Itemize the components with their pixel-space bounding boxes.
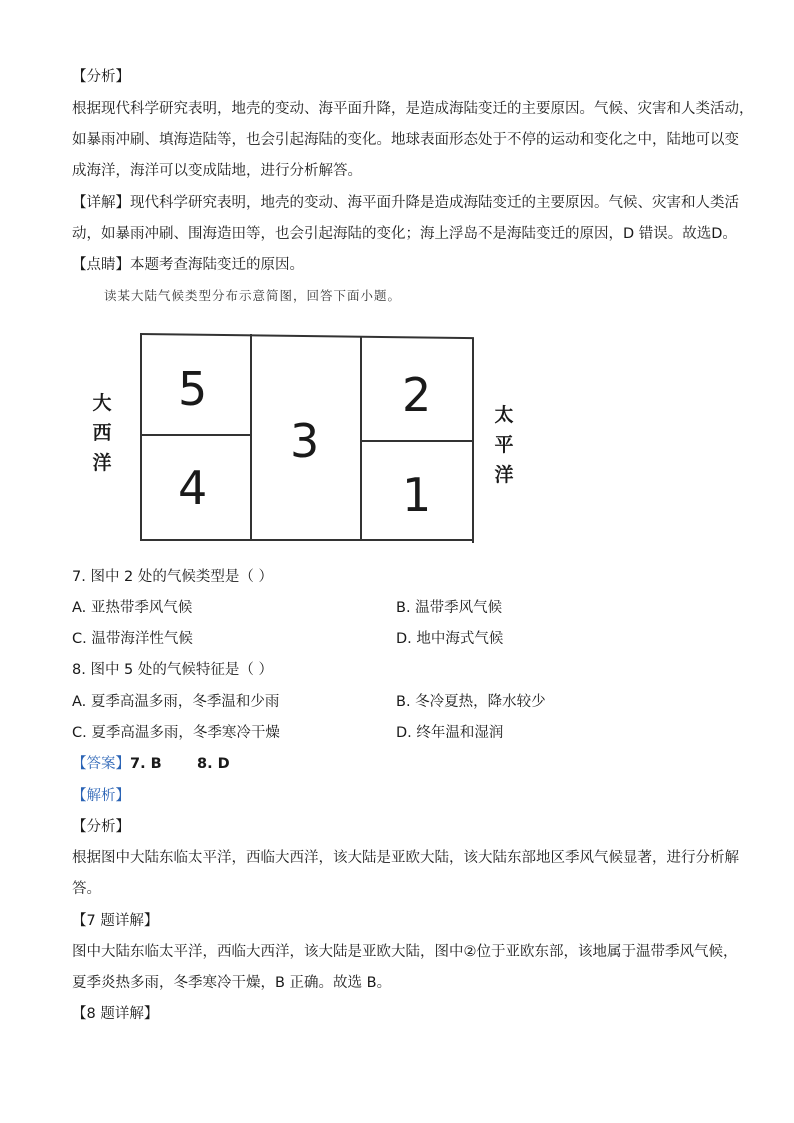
choice-7c: C. 温带海洋性气候 bbox=[72, 631, 193, 647]
answer-text: 7. B 8. D bbox=[130, 756, 230, 772]
section-label-jiexi: 【解析】 bbox=[72, 788, 130, 804]
diagram-divider bbox=[360, 440, 474, 442]
section-label-analysis: 【分析】 bbox=[72, 69, 130, 85]
question-stem-8: 8. 图中 5 处的气候特征是（ ） bbox=[72, 662, 273, 678]
choice-7a: A. 亚热带季风气候 bbox=[72, 600, 193, 616]
choice-7d: D. 地中海式气候 bbox=[396, 631, 504, 647]
choice-8c: C. 夏季高温多雨，冬季寒冷干燥 bbox=[72, 725, 280, 741]
paragraph-line: 夏季炎热多雨，冬季寒冷干燥，B 正确。故选 B。 bbox=[72, 975, 392, 991]
paragraph-line: 答。 bbox=[72, 881, 101, 897]
ocean-label-atlantic bbox=[90, 388, 114, 478]
paragraph-line: 【详解】现代科学研究表明，地壳的变动、海平面升降是造成海陆变迁的主要原因。气候、灾害和人类活 bbox=[72, 195, 739, 211]
section-label-analysis-2: 【分析】 bbox=[72, 819, 130, 835]
diagram-border bbox=[140, 539, 474, 541]
paragraph-line: 如暴雨冲刷、填海造陆等，也会引起海陆的变化。地球表面形态处于不停的运动和变化之中，陆地可以变 bbox=[72, 132, 739, 148]
cell-label-5: 5 bbox=[178, 362, 208, 416]
paragraph-line: 【点睛】本题考查海陆变迁的原因。 bbox=[72, 257, 304, 273]
section-label-q8-detail: 【8 题详解】 bbox=[72, 1006, 159, 1022]
diagram-divider bbox=[250, 334, 252, 540]
question-stem-7: 7. 图中 2 处的气候类型是（ ） bbox=[72, 569, 273, 585]
climate-distribution-diagram bbox=[86, 330, 536, 550]
ocean-char: 太 bbox=[494, 404, 514, 426]
paragraph-line: 成海洋，海洋可以变成陆地，进行分析解答。 bbox=[72, 163, 362, 179]
choice-8a: A. 夏季高温多雨，冬季温和少雨 bbox=[72, 694, 280, 710]
ocean-char: 平 bbox=[494, 434, 514, 456]
ocean-char: 西 bbox=[92, 422, 112, 444]
cell-label-1: 1 bbox=[402, 468, 432, 522]
diagram-divider bbox=[360, 336, 362, 540]
paragraph-line: 根据图中大陆东临太平洋，西临大西洋，该大陆是亚欧大陆，该大陆东部地区季风气候显著，进行分析解 bbox=[72, 850, 739, 866]
choice-8d: D. 终年温和湿润 bbox=[396, 725, 504, 741]
answer-row bbox=[72, 754, 230, 774]
answer-label: 【答案】 bbox=[72, 756, 130, 772]
ocean-char: 大 bbox=[92, 392, 112, 414]
diagram-border bbox=[140, 333, 474, 339]
ocean-char: 洋 bbox=[494, 464, 514, 486]
question-intro: 读某大陆气候类型分布示意简图，回答下面小题。 bbox=[104, 288, 402, 303]
ocean-label-pacific bbox=[492, 400, 516, 490]
ocean-char: 洋 bbox=[92, 452, 112, 474]
choice-7b: B. 温带季风气候 bbox=[396, 600, 503, 616]
paragraph-line: 图中大陆东临太平洋，西临大西洋，该大陆是亚欧大陆，图中②位于亚欧东部，该地属于温带季风气候， bbox=[72, 944, 738, 960]
diagram-divider bbox=[140, 434, 252, 436]
cell-label-3: 3 bbox=[290, 414, 320, 468]
section-label-q7-detail: 【7 题详解】 bbox=[72, 913, 159, 929]
cell-label-2: 2 bbox=[402, 368, 432, 422]
choice-8b: B. 冬冷夏热，降水较少 bbox=[396, 694, 546, 710]
cell-label-4: 4 bbox=[178, 461, 208, 515]
paragraph-line: 根据现代科学研究表明，地壳的变动、海平面升降，是造成海陆变迁的主要原因。气候、灾害和人类活动， bbox=[72, 101, 754, 117]
paragraph-line: 动，如暴雨冲刷、围海造田等，也会引起海陆的变化；海上浮岛不是海陆变迁的原因，D 错误。故选D。 bbox=[72, 226, 737, 242]
diagram-border bbox=[140, 333, 142, 541]
